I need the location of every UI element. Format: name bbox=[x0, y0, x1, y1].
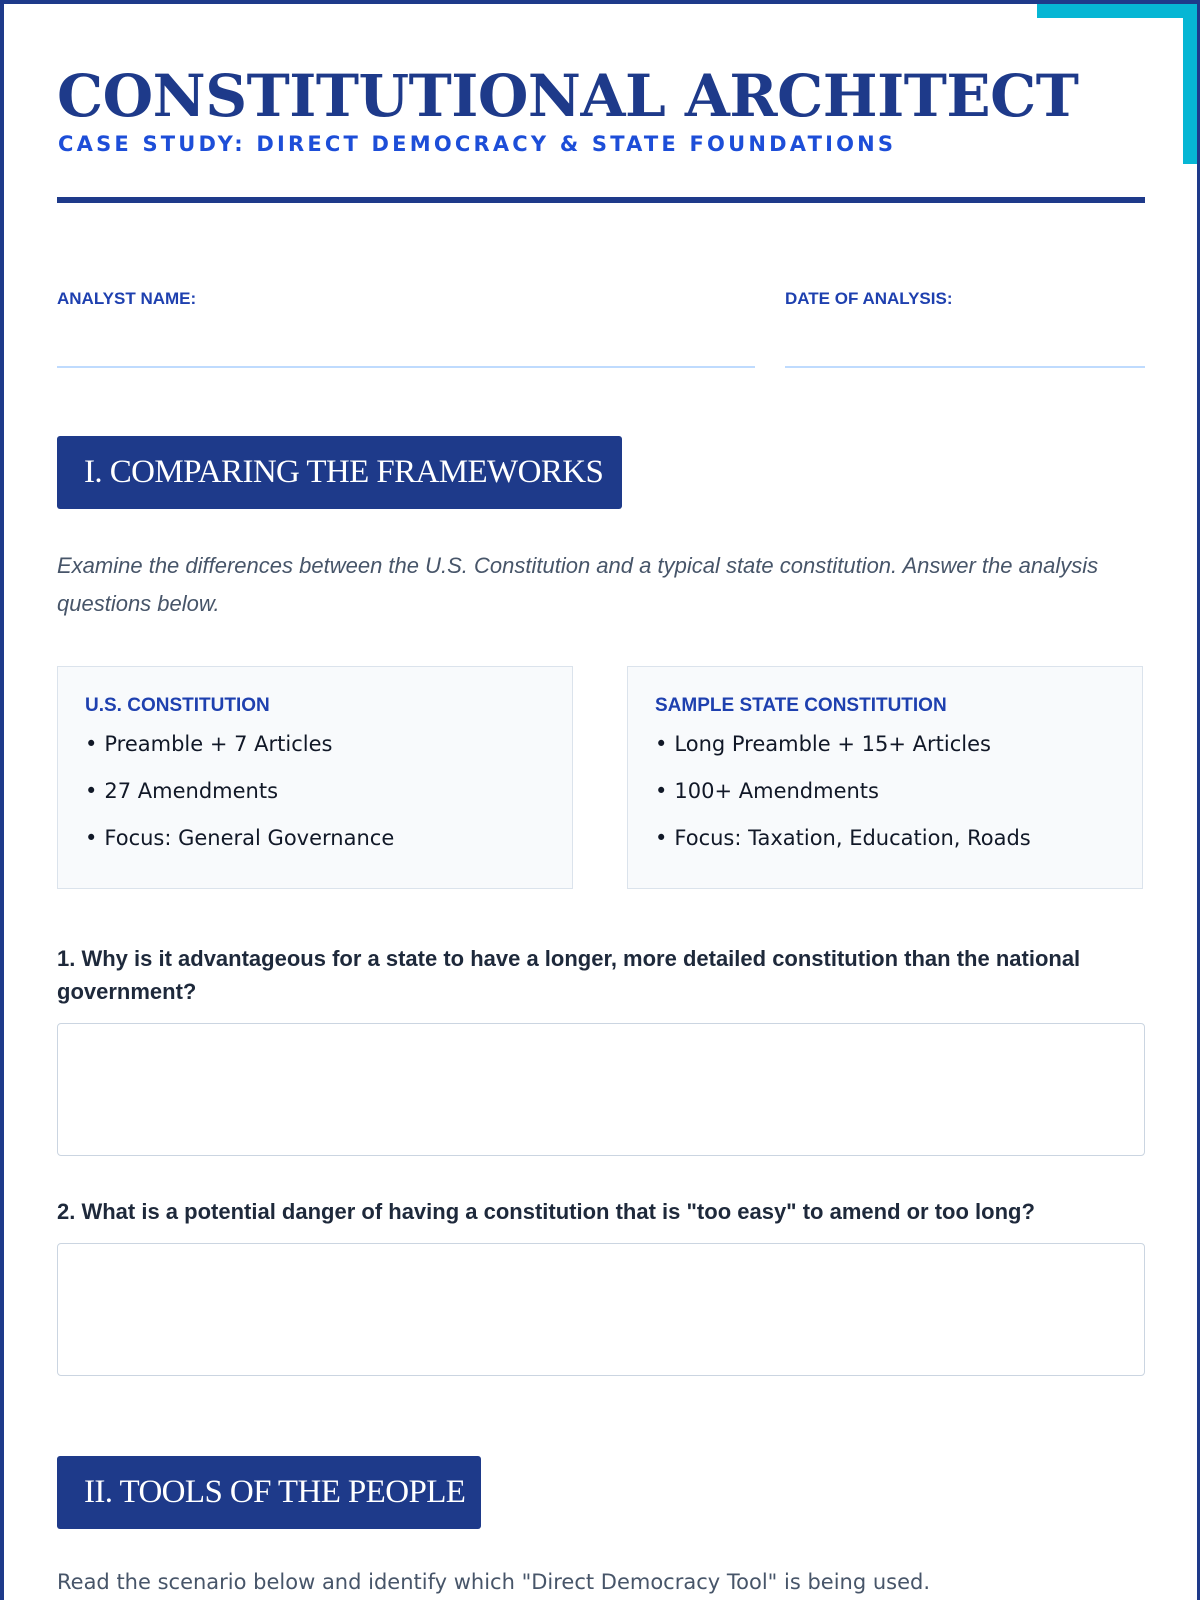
list-item-text: 27 Amendments bbox=[104, 779, 279, 803]
list-item bbox=[655, 825, 1115, 872]
analyst-name-field[interactable] bbox=[57, 366, 755, 368]
list-item bbox=[655, 731, 1115, 778]
state-constitution-box bbox=[627, 666, 1143, 889]
date-of-analysis-field[interactable] bbox=[785, 366, 1145, 368]
list-item-text: 100+ Amendments bbox=[674, 779, 879, 803]
title-divider bbox=[57, 197, 1145, 203]
list-item bbox=[655, 778, 1115, 825]
list-item-text: Preamble + 7 Articles bbox=[104, 732, 333, 756]
list-item bbox=[85, 825, 545, 872]
date-of-analysis-label: DATE OF ANALYSIS: bbox=[785, 289, 953, 308]
list-item-text: Long Preamble + 15+ Articles bbox=[674, 732, 991, 756]
state-constitution-list bbox=[655, 731, 1115, 872]
question-1-answer-box[interactable] bbox=[57, 1023, 1145, 1156]
section-2-instructions: Read the scenario below and identify which "Direct Democracy Tool" is being used. bbox=[57, 1570, 931, 1594]
list-item bbox=[85, 731, 545, 778]
section-2-heading: II. TOOLS OF THE PEOPLE bbox=[57, 1456, 481, 1529]
bullet-icon: • bbox=[85, 826, 98, 850]
bullet-icon: • bbox=[85, 779, 98, 803]
section-1-heading: I. COMPARING THE FRAMEWORKS bbox=[57, 436, 622, 509]
bullet-icon: • bbox=[655, 826, 668, 850]
bullet-icon: • bbox=[655, 732, 668, 756]
page-subtitle: CASE STUDY: DIRECT DEMOCRACY & STATE FOUNDATIONS bbox=[58, 132, 897, 156]
us-constitution-list bbox=[85, 731, 545, 872]
state-constitution-title: SAMPLE STATE CONSTITUTION bbox=[655, 695, 947, 716]
question-2: 2. What is a potential danger of having a constitution that is "too easy" to amend or too long? bbox=[57, 1199, 1035, 1224]
list-item-text: Focus: Taxation, Education, Roads bbox=[674, 826, 1031, 850]
us-constitution-title: U.S. CONSTITUTION bbox=[85, 695, 270, 716]
bullet-icon: • bbox=[85, 732, 98, 756]
us-constitution-box bbox=[57, 666, 573, 889]
page-title: CONSTITUTIONAL ARCHITECT bbox=[57, 62, 1079, 130]
section-1-intro: Examine the differences between the U.S. Constitution and a typical state constitution. Answer the analysis questions below. bbox=[57, 553, 1099, 616]
question-2-answer-box[interactable] bbox=[57, 1243, 1145, 1376]
list-item bbox=[85, 778, 545, 825]
question-1: 1. Why is it advantageous for a state to have a longer, more detailed constitution than the national government? bbox=[57, 946, 1081, 1004]
list-item-text: Focus: General Governance bbox=[104, 826, 395, 850]
bullet-icon: • bbox=[655, 779, 668, 803]
analyst-name-label: ANALYST NAME: bbox=[57, 289, 197, 308]
